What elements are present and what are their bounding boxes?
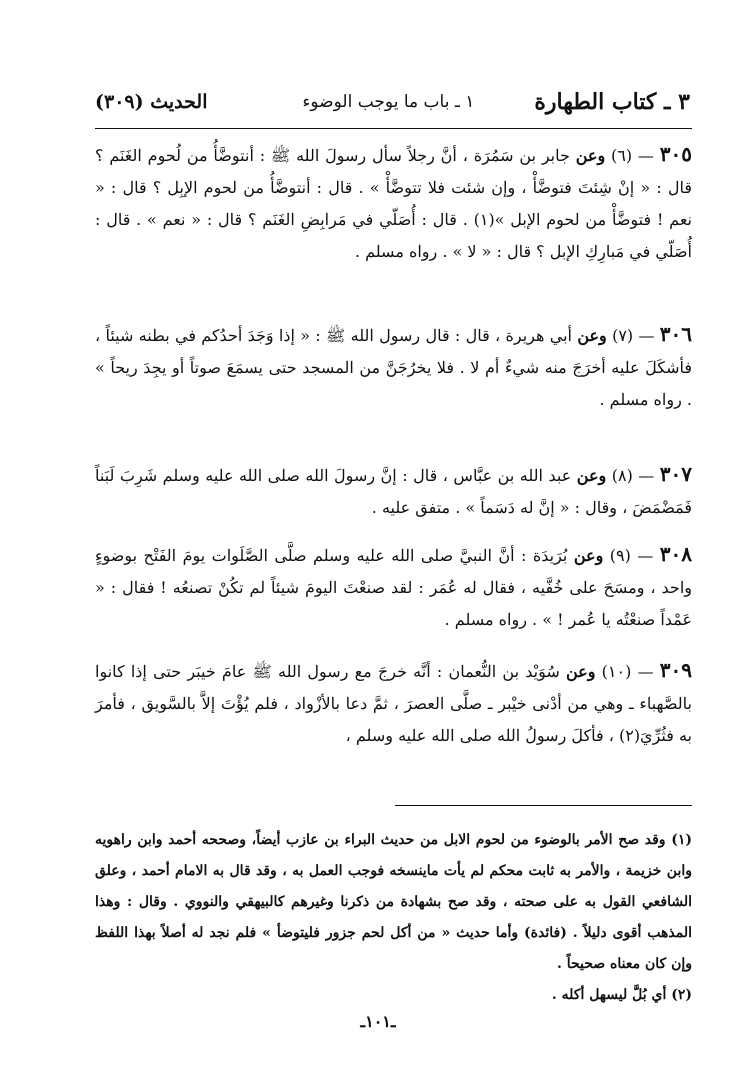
hadith-index: (٧) [612,326,634,345]
hadith-range: الحديث (٣٠٩) [95,91,208,113]
hadith-number: ٣٠٩ [659,658,693,682]
hadith-number: ٣٠٥ [659,142,692,166]
hadith-text: عبد الله بن عبَّاس ، قال : إنَّ رسولَ الله صلى الله عليه وسلم شَرِبَ لَبَناً فَمَضْمَضَ ، وقال : « إنَّ له دَسَماً » . متفق عليه . [95,466,692,517]
hadith-308: ٣٠٨ — (٩) وعن بُرَيدَة : أنَّ النبيَّ صلى الله عليه وسلم صلَّى الصَّلَوات يومَ الفَتْح بوضوءٍ واحد ، ومسَحَ على خُفَّيه ، فقال له عُمَر : لقد صنعْتَ اليومَ شيئاً لم تكُنْ تصنعُه ! فقال : « عَمْداً صنعْتُه يا عُمر ! » . رواه مسلم . [95,542,693,629]
hadith-narrator: وعن [566,662,596,681]
hadith-text: أبي هريرة ، قال : قال رسول الله ﷺ : « إذا وَجَدَ أحدُكم في بطنه شيئاً ، فأشكَلَ عليه أخرَجَ منه شيءٌ أم لا . فلا يخرُجَنَّ من المسجد حتى يسمَعَ صوتاً أو يجِدَ ريحاً » . رواه مسلم . [95,326,692,409]
hadith-number: ٣٠٧ [659,462,693,486]
hadith-narrator: وعن [576,466,607,485]
hadith-305: ٣٠٥ — (٦) وعن جابر بن سَمُرَة ، أنَّ رجلاً سأل رسولَ الله ﷺ : أنتوضَّأُ من لُحوم الغَنَم ؟ قال : « إنْ شِئتَ فتوضَّأْ ، وإن شئت فلا تتوضَّأْ » . قال : أنتوضَّأُ من لحوم الإبِل ؟ قال : « نعم ! فتوضَّأْ من لحوم الإبل »(١) . قال : أُصَلّي في مَرابِضِ الغَنَم ؟ قال : « نعم » . قال : أُصَلّي في مَبارِكِ الإبل ؟ قال : « لا » . رواه مسلم . [95,142,693,261]
hadith-text: سُوَيْد بن النُّعمان : أنَّه خرجَ مع رسول الله ﷺ عامَ خيبَر حتى إذا كانوا بالصَّهباء ـ وهي من أدْنى خيْبر ـ صلَّى العصرَ ، ثمَّ دعا بالأزْواد ، فلم يُؤْتَ إلاَّ بالسَّويق ، فأمرَ به فثُرِّيَ(٢) ، فأكلَ رسولُ الله صلى الله عليه وسلم ، [95,662,693,745]
footnote-separator [395,805,692,806]
hadith-index: (٩) [609,546,631,565]
footnote-1: (١) وقد صح الأمر بالوضوء من لحوم الابل من حديث البراء بن عازب أيضاً، وصححه أحمد وابن راهويه وابن خزيمة ، والأمر به ثابت محكم لم يأت ماينسخه فوجب العمل به ، وقد قال به الامام أحمد ، وعلق الشافعي القول به على صحته ، وقد صح بشهادة من ذكرنا وغيرهم كالبيهقي والنووي . وقال : وهذا المذهب أقوى دليلاً . (فائدة) وأما حديث « من أكل لحم جزور فليتوضأ » فلم نجد له أصلاً بهذا اللفظ وإن كان معناه صحيحاً . [95,832,692,972]
hadith-307: ٣٠٧ — (٨) وعن عبد الله بن عبَّاس ، قال : إنَّ رسولَ الله صلى الله عليه وسلم شَرِبَ لَبَناً فَمَضْمَضَ ، وقال : « إنَّ له دَسَماً » . متفق عليه . [95,462,693,517]
hadith-306: ٣٠٦ — (٧) وعن أبي هريرة ، قال : قال رسول الله ﷺ : « إذا وَجَدَ أحدُكم في بطنه شيئاً ، فأشكَلَ عليه أخرَجَ منه شيءٌ أم لا . فلا يخرُجَنَّ من المسجد حتى يسمَعَ صوتاً أو يجِدَ ريحاً » . رواه مسلم . [95,322,693,409]
hadith-narrator: وعن [575,146,606,165]
hadith-index: (٦) [611,146,633,165]
hadith-number: ٣٠٦ [659,322,693,346]
hadith-309: ٣٠٩ — (١٠) وعن سُوَيْد بن النُّعمان : أنَّه خرجَ مع رسول الله ﷺ عامَ خيبَر حتى إذا كانوا بالصَّهباء ـ وهي من أدْنى خيْبر ـ صلَّى العصرَ ، ثمَّ دعا بالأزْواد ، فلم يُؤْتَ إلاَّ بالسَّويق ، فأمرَ به فثُرِّيَ(٢) ، فأكلَ رسولُ الله صلى الله عليه وسلم ، [95,658,693,745]
running-header [95,84,690,120]
hadith-index: (١٠) [601,662,632,681]
hadith-narrator: وعن [573,546,604,565]
hadith-narrator: وعن [577,326,607,345]
chapter-title: ١ ـ باب ما يوجب الوضوء [302,92,475,112]
footnote-2: (٢) أي بُلَّ ليسهل أكله . [551,987,692,1003]
hadith-text: بُرَيدَة : أنَّ النبيَّ صلى الله عليه وسلم صلَّى الصَّلَوات يومَ الفَتْح بوضوءٍ واحد ، ومسَحَ على خُفَّيه ، فقال له عُمَر : لقد صنعْتَ اليومَ شيئاً لم تكُنْ تصنعُه ! فقال : « عَمْداً صنعْتُه يا عُمر ! » . رواه مسلم . [95,546,692,629]
header-rule [95,128,692,129]
hadith-index: (٨) [611,466,633,485]
hadith-text: جابر بن سَمُرَة ، أنَّ رجلاً سأل رسولَ الله ﷺ : أنتوضَّأُ من لُحوم الغَنَم ؟ قال : « إنْ شِئتَ فتوضَّأْ ، وإن شئت فلا تتوضَّأْ » . قال : أنتوضَّأُ من لحوم الإبِل ؟ قال : « نعم ! فتوضَّأْ من لحوم الإبل »(١) . قال : أُصَلّي في مَرابِضِ الغَنَم ؟ قال : « نعم » . قال : أُصَلّي في مَبارِكِ الإبل ؟ قال : « لا » . رواه مسلم . [95,146,693,261]
page-number: ـ١٠١ـ [360,1012,396,1031]
footnotes [95,825,692,1011]
book-title: ٣ ـ كتاب الطهارة [534,89,690,115]
hadith-number: ٣٠٨ [659,542,693,566]
